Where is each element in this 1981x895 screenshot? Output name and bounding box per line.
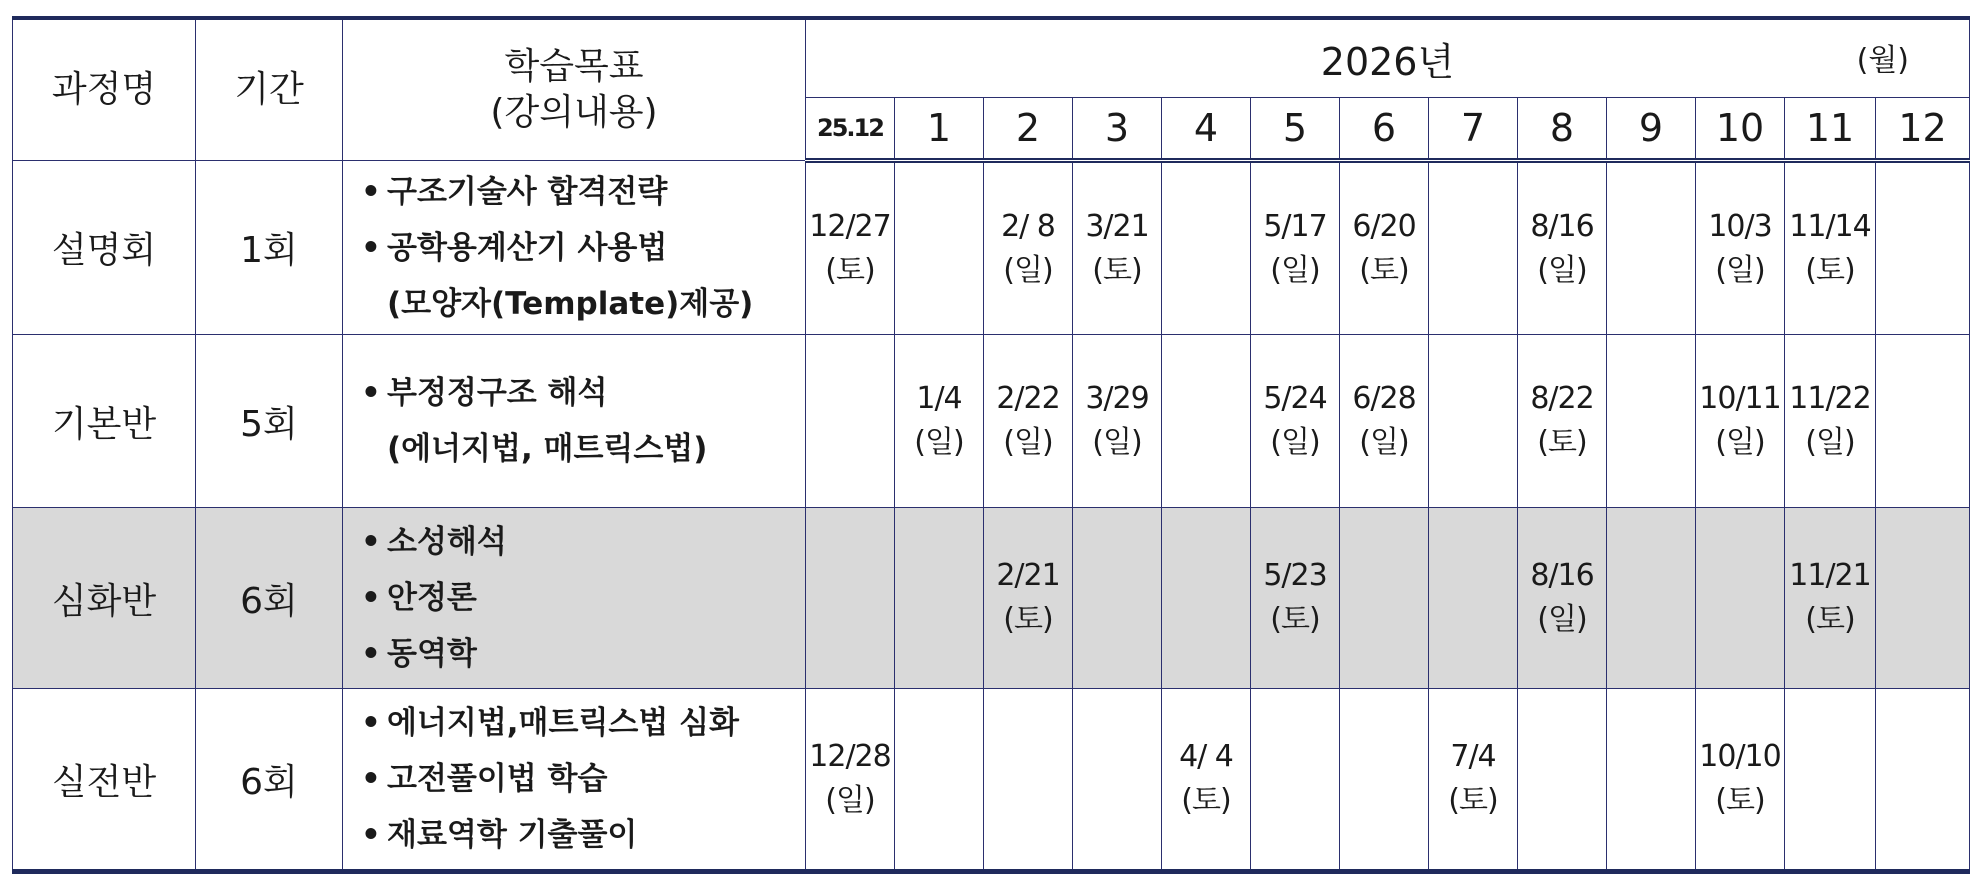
schedule-cell [1073, 335, 1162, 508]
schedule-cell [1251, 508, 1340, 689]
goal-text: 부정정구조 해석 [387, 375, 608, 411]
schedule-cell [1607, 508, 1696, 689]
schedule-cell [1696, 161, 1785, 335]
goal-text: 안정론 [387, 580, 477, 616]
course-period: 6회 [196, 508, 343, 689]
session-weekday: (일) [1715, 425, 1765, 460]
session-weekday: (일) [1270, 425, 1320, 460]
schedule-cell [1429, 508, 1518, 689]
goal-text: 재료역학 기출풀이 [387, 817, 638, 853]
course-name: 심화반 [13, 508, 196, 689]
goal-item [361, 421, 805, 477]
month-header: 1 [895, 98, 984, 161]
schedule-cell [1876, 508, 1970, 689]
goal-item [361, 365, 805, 421]
course-goals [343, 508, 806, 689]
year-label: 2026년 [1320, 39, 1455, 84]
schedule-cell [1518, 508, 1607, 689]
session-date: 10/10 [1699, 739, 1781, 774]
schedule-cell [1785, 335, 1876, 508]
schedule-table [12, 18, 1970, 870]
goal-item [361, 751, 805, 807]
bullet-icon: • [361, 229, 381, 266]
session-date: 5/17 [1263, 208, 1327, 244]
course-goals [343, 335, 806, 508]
course-period: 6회 [196, 689, 343, 870]
session-weekday: (일) [1359, 425, 1409, 460]
month-header: 4 [1162, 98, 1251, 161]
goal-item [361, 514, 805, 570]
schedule-cell [984, 161, 1073, 335]
schedule-cell [1251, 689, 1340, 870]
schedule-cell [806, 161, 895, 335]
month-header: 9 [1607, 98, 1696, 161]
course-name: 기본반 [13, 335, 196, 508]
session-weekday: (토) [1805, 602, 1855, 637]
header-row-1 [13, 19, 1970, 98]
schedule-cell [1607, 689, 1696, 870]
schedule-cell [984, 335, 1073, 508]
goal-item [361, 164, 805, 220]
schedule-cell [1429, 335, 1518, 508]
course-name: 설명회 [13, 161, 196, 335]
course-name: 실전반 [13, 689, 196, 870]
session-weekday: (일) [1715, 252, 1765, 288]
month-header: 11 [1785, 98, 1876, 161]
session-weekday: (일) [914, 425, 964, 460]
session-weekday: (토) [1270, 602, 1320, 637]
header-course-label: 과정명 [51, 68, 157, 110]
month-header: 8 [1518, 98, 1607, 161]
session-weekday: (일) [1537, 252, 1587, 288]
session-date: 8/16 [1530, 208, 1594, 244]
month-header: 6 [1340, 98, 1429, 161]
schedule-cell [1607, 161, 1696, 335]
session-date: 6/20 [1352, 208, 1416, 244]
course-row [13, 335, 1970, 508]
schedule-cell [1162, 335, 1251, 508]
schedule-cell [1876, 335, 1970, 508]
goal-item [361, 626, 805, 682]
session-date: 7/4 [1450, 739, 1496, 774]
schedule-cell [1607, 335, 1696, 508]
course-row [13, 689, 1970, 870]
session-weekday: (토) [1537, 425, 1587, 460]
schedule-cell [1785, 689, 1876, 870]
schedule-cell [1073, 161, 1162, 335]
goal-item [361, 695, 805, 751]
header-period [196, 19, 343, 161]
schedule-cell [1340, 335, 1429, 508]
session-weekday: (토) [1805, 252, 1855, 288]
goal-item [361, 807, 805, 863]
month-header: 10 [1696, 98, 1785, 161]
goal-text: 공학용계산기 사용법 [387, 229, 668, 266]
session-date: 12/27 [809, 208, 891, 244]
schedule-cell [984, 508, 1073, 689]
schedule-cell [895, 689, 984, 870]
course-row [13, 508, 1970, 689]
session-weekday: (토) [1092, 252, 1142, 288]
month-header: 2 [984, 98, 1073, 161]
goal-text: 에너지법,매트릭스법 심화 [387, 705, 739, 741]
schedule-cell [1518, 161, 1607, 335]
course-row [13, 161, 1970, 335]
header-goals [343, 19, 806, 161]
goal-item [361, 570, 805, 626]
schedule-cell [1696, 689, 1785, 870]
schedule-cell [806, 508, 895, 689]
bullet-icon: • [361, 173, 381, 210]
schedule-cell [1696, 335, 1785, 508]
month-header: 7 [1429, 98, 1518, 161]
session-weekday: (토) [1715, 783, 1765, 818]
session-date: 6/28 [1352, 381, 1416, 416]
session-weekday: (토) [1003, 602, 1053, 637]
goal-text: (에너지법, 매트릭스법) [387, 431, 708, 467]
session-date: 11/14 [1789, 208, 1871, 244]
header-year [806, 19, 1970, 98]
session-weekday: (일) [1270, 252, 1320, 288]
bullet-icon: • [361, 375, 381, 411]
schedule-cell [1251, 335, 1340, 508]
schedule-cell [1785, 161, 1876, 335]
session-weekday: (토) [1359, 252, 1409, 288]
goal-text: 동역학 [387, 636, 477, 672]
goal-text: (모양자(Template)제공) [387, 285, 754, 322]
session-date: 11/21 [1789, 558, 1871, 593]
schedule-cell [895, 335, 984, 508]
schedule-cell [1073, 508, 1162, 689]
header-goals-title: 학습목표 [504, 45, 644, 87]
schedule-cell [1340, 689, 1429, 870]
session-date: 2/ 8 [1001, 208, 1055, 244]
bullet-icon: • [361, 580, 381, 616]
bullet-icon: • [361, 817, 381, 853]
course-period: 5회 [196, 335, 343, 508]
goal-text: 소성해석 [387, 524, 507, 560]
schedule-cell [1340, 508, 1429, 689]
header-period-label: 기간 [234, 68, 304, 110]
header-course [13, 19, 196, 161]
month-header: 12 [1876, 98, 1970, 161]
session-date: 11/22 [1789, 381, 1871, 416]
session-date: 8/16 [1530, 558, 1594, 593]
course-period: 1회 [196, 161, 343, 335]
month-header: 5 [1251, 98, 1340, 161]
schedule-cell [895, 161, 984, 335]
goal-item [361, 220, 805, 276]
schedule-cell [1518, 335, 1607, 508]
schedule-cell [1429, 161, 1518, 335]
session-date: 8/22 [1530, 381, 1594, 416]
session-weekday: (토) [825, 252, 875, 288]
schedule-cell [1696, 508, 1785, 689]
session-weekday: (일) [1092, 425, 1142, 460]
session-date: 1/4 [916, 381, 962, 416]
bullet-icon: • [361, 524, 381, 560]
session-weekday: (일) [1805, 425, 1855, 460]
bullet-icon: • [361, 705, 381, 741]
bullet-icon: • [361, 636, 381, 672]
session-date: 5/23 [1263, 558, 1327, 593]
session-weekday: (토) [1448, 783, 1498, 818]
session-date: 10/3 [1708, 208, 1772, 244]
schedule-cell [1340, 161, 1429, 335]
course-goals [343, 161, 806, 335]
session-weekday: (토) [1181, 783, 1231, 818]
session-date: 3/21 [1085, 208, 1149, 244]
session-date: 12/28 [809, 739, 891, 774]
schedule-cell [806, 335, 895, 508]
schedule-cell [895, 508, 984, 689]
month-header: 3 [1073, 98, 1162, 161]
schedule-cell [1073, 689, 1162, 870]
schedule-cell [1429, 689, 1518, 870]
goal-item [361, 276, 805, 332]
schedule-cell [984, 689, 1073, 870]
session-weekday: (일) [1003, 252, 1053, 288]
session-date: 2/22 [996, 381, 1060, 416]
session-date: 2/21 [996, 558, 1060, 593]
session-weekday: (일) [1537, 602, 1587, 637]
goal-text: 고전풀이법 학습 [387, 761, 608, 797]
schedule-cell [1162, 508, 1251, 689]
schedule-cell [1251, 161, 1340, 335]
session-weekday: (일) [1003, 425, 1053, 460]
course-goals [343, 689, 806, 870]
month-header: 25.12 [806, 98, 895, 161]
session-date: 4/ 4 [1179, 739, 1233, 774]
session-date: 3/29 [1085, 381, 1149, 416]
schedule-cell [1876, 689, 1970, 870]
session-weekday: (일) [825, 783, 875, 818]
unit-label: (월) [1856, 43, 1909, 78]
schedule-cell [1518, 689, 1607, 870]
session-date: 5/24 [1263, 381, 1327, 416]
schedule-cell [1876, 161, 1970, 335]
goal-text: 구조기술사 합격전략 [387, 173, 668, 210]
schedule-cell [1785, 508, 1876, 689]
bottom-rule [12, 869, 1970, 874]
schedule-table-wrapper [12, 18, 1970, 870]
schedule-cell [806, 689, 895, 870]
session-date: 10/11 [1699, 381, 1781, 416]
schedule-cell [1162, 161, 1251, 335]
schedule-cell [1162, 689, 1251, 870]
header-goals-subtitle: (강의내용) [490, 91, 658, 133]
bullet-icon: • [361, 761, 381, 797]
